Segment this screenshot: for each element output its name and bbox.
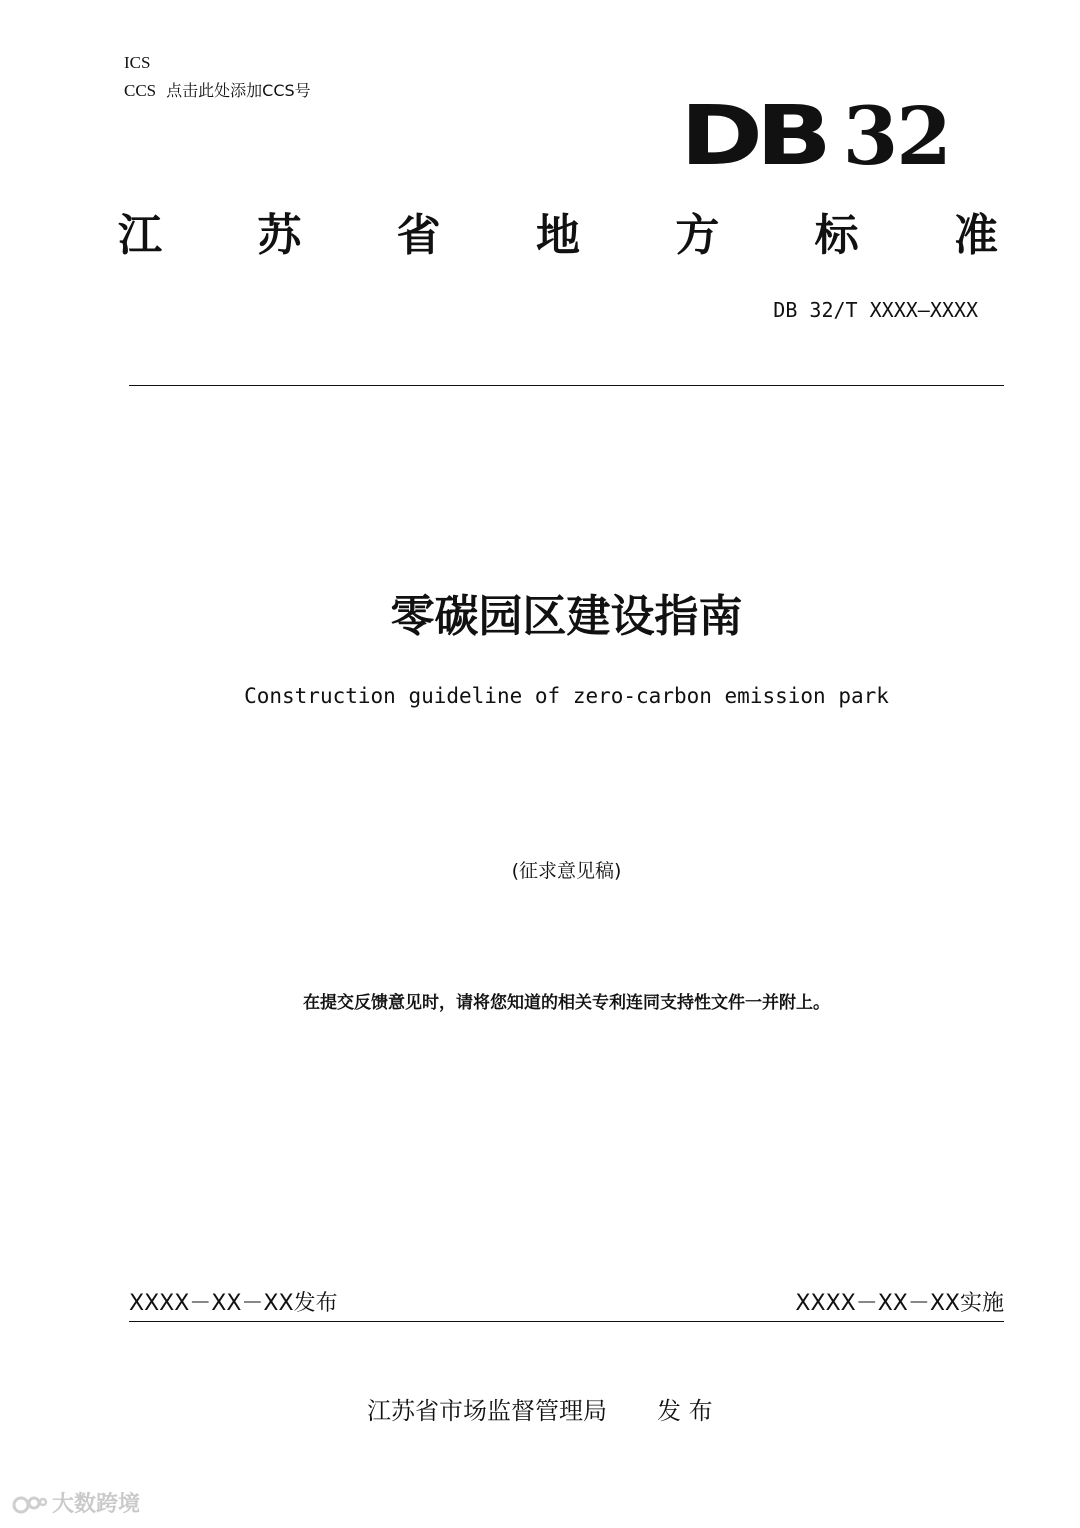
patent-notice: 在提交反馈意见时，请将您知道的相关专利连同支持性文件一并附上。 (303, 993, 830, 1013)
standard-title-char: 方 (675, 210, 720, 261)
standard-type-title (118, 206, 998, 266)
ics-label: ICS (124, 53, 151, 72)
top-divider (129, 385, 1004, 386)
issue-date: XXXX－XX－XX发布 (129, 1291, 338, 1316)
draft-status: (征求意见稿) (511, 860, 622, 882)
document-title: 零碳园区建设指南 (390, 591, 743, 642)
bottom-divider (129, 1321, 1004, 1322)
ccs-line (124, 80, 311, 102)
standard-number: DB 32/T XXXX—XXXX (773, 298, 978, 322)
standard-title-char: 地 (535, 210, 580, 261)
db32-logo (680, 89, 950, 184)
implement-date: XXXX－XX－XX实施 (795, 1291, 1004, 1316)
publisher-line (367, 1394, 713, 1428)
watermark (12, 1490, 140, 1520)
ccs-label: CCS (124, 81, 157, 100)
ccs-placeholder[interactable]: 点击此处添加CCS号 (166, 81, 311, 100)
standard-title-char: 省 (396, 210, 441, 261)
publisher-action: 发 布 (657, 1397, 713, 1425)
standard-title-char: 江 (118, 210, 162, 261)
standard-title-char: 准 (953, 210, 998, 261)
publisher-name: 江苏省市场监督管理局 (367, 1397, 607, 1425)
standard-title-char: 标 (814, 210, 859, 261)
logo-prefix: DB (680, 89, 825, 184)
watermark-text: 大数跨境 (52, 1492, 141, 1517)
document-title-en: Construction guideline of zero-carbon emission park (244, 684, 889, 708)
standard-title-char: 苏 (257, 210, 302, 261)
brand-logo-icon (12, 1493, 48, 1517)
logo-number: 32 (842, 89, 950, 183)
